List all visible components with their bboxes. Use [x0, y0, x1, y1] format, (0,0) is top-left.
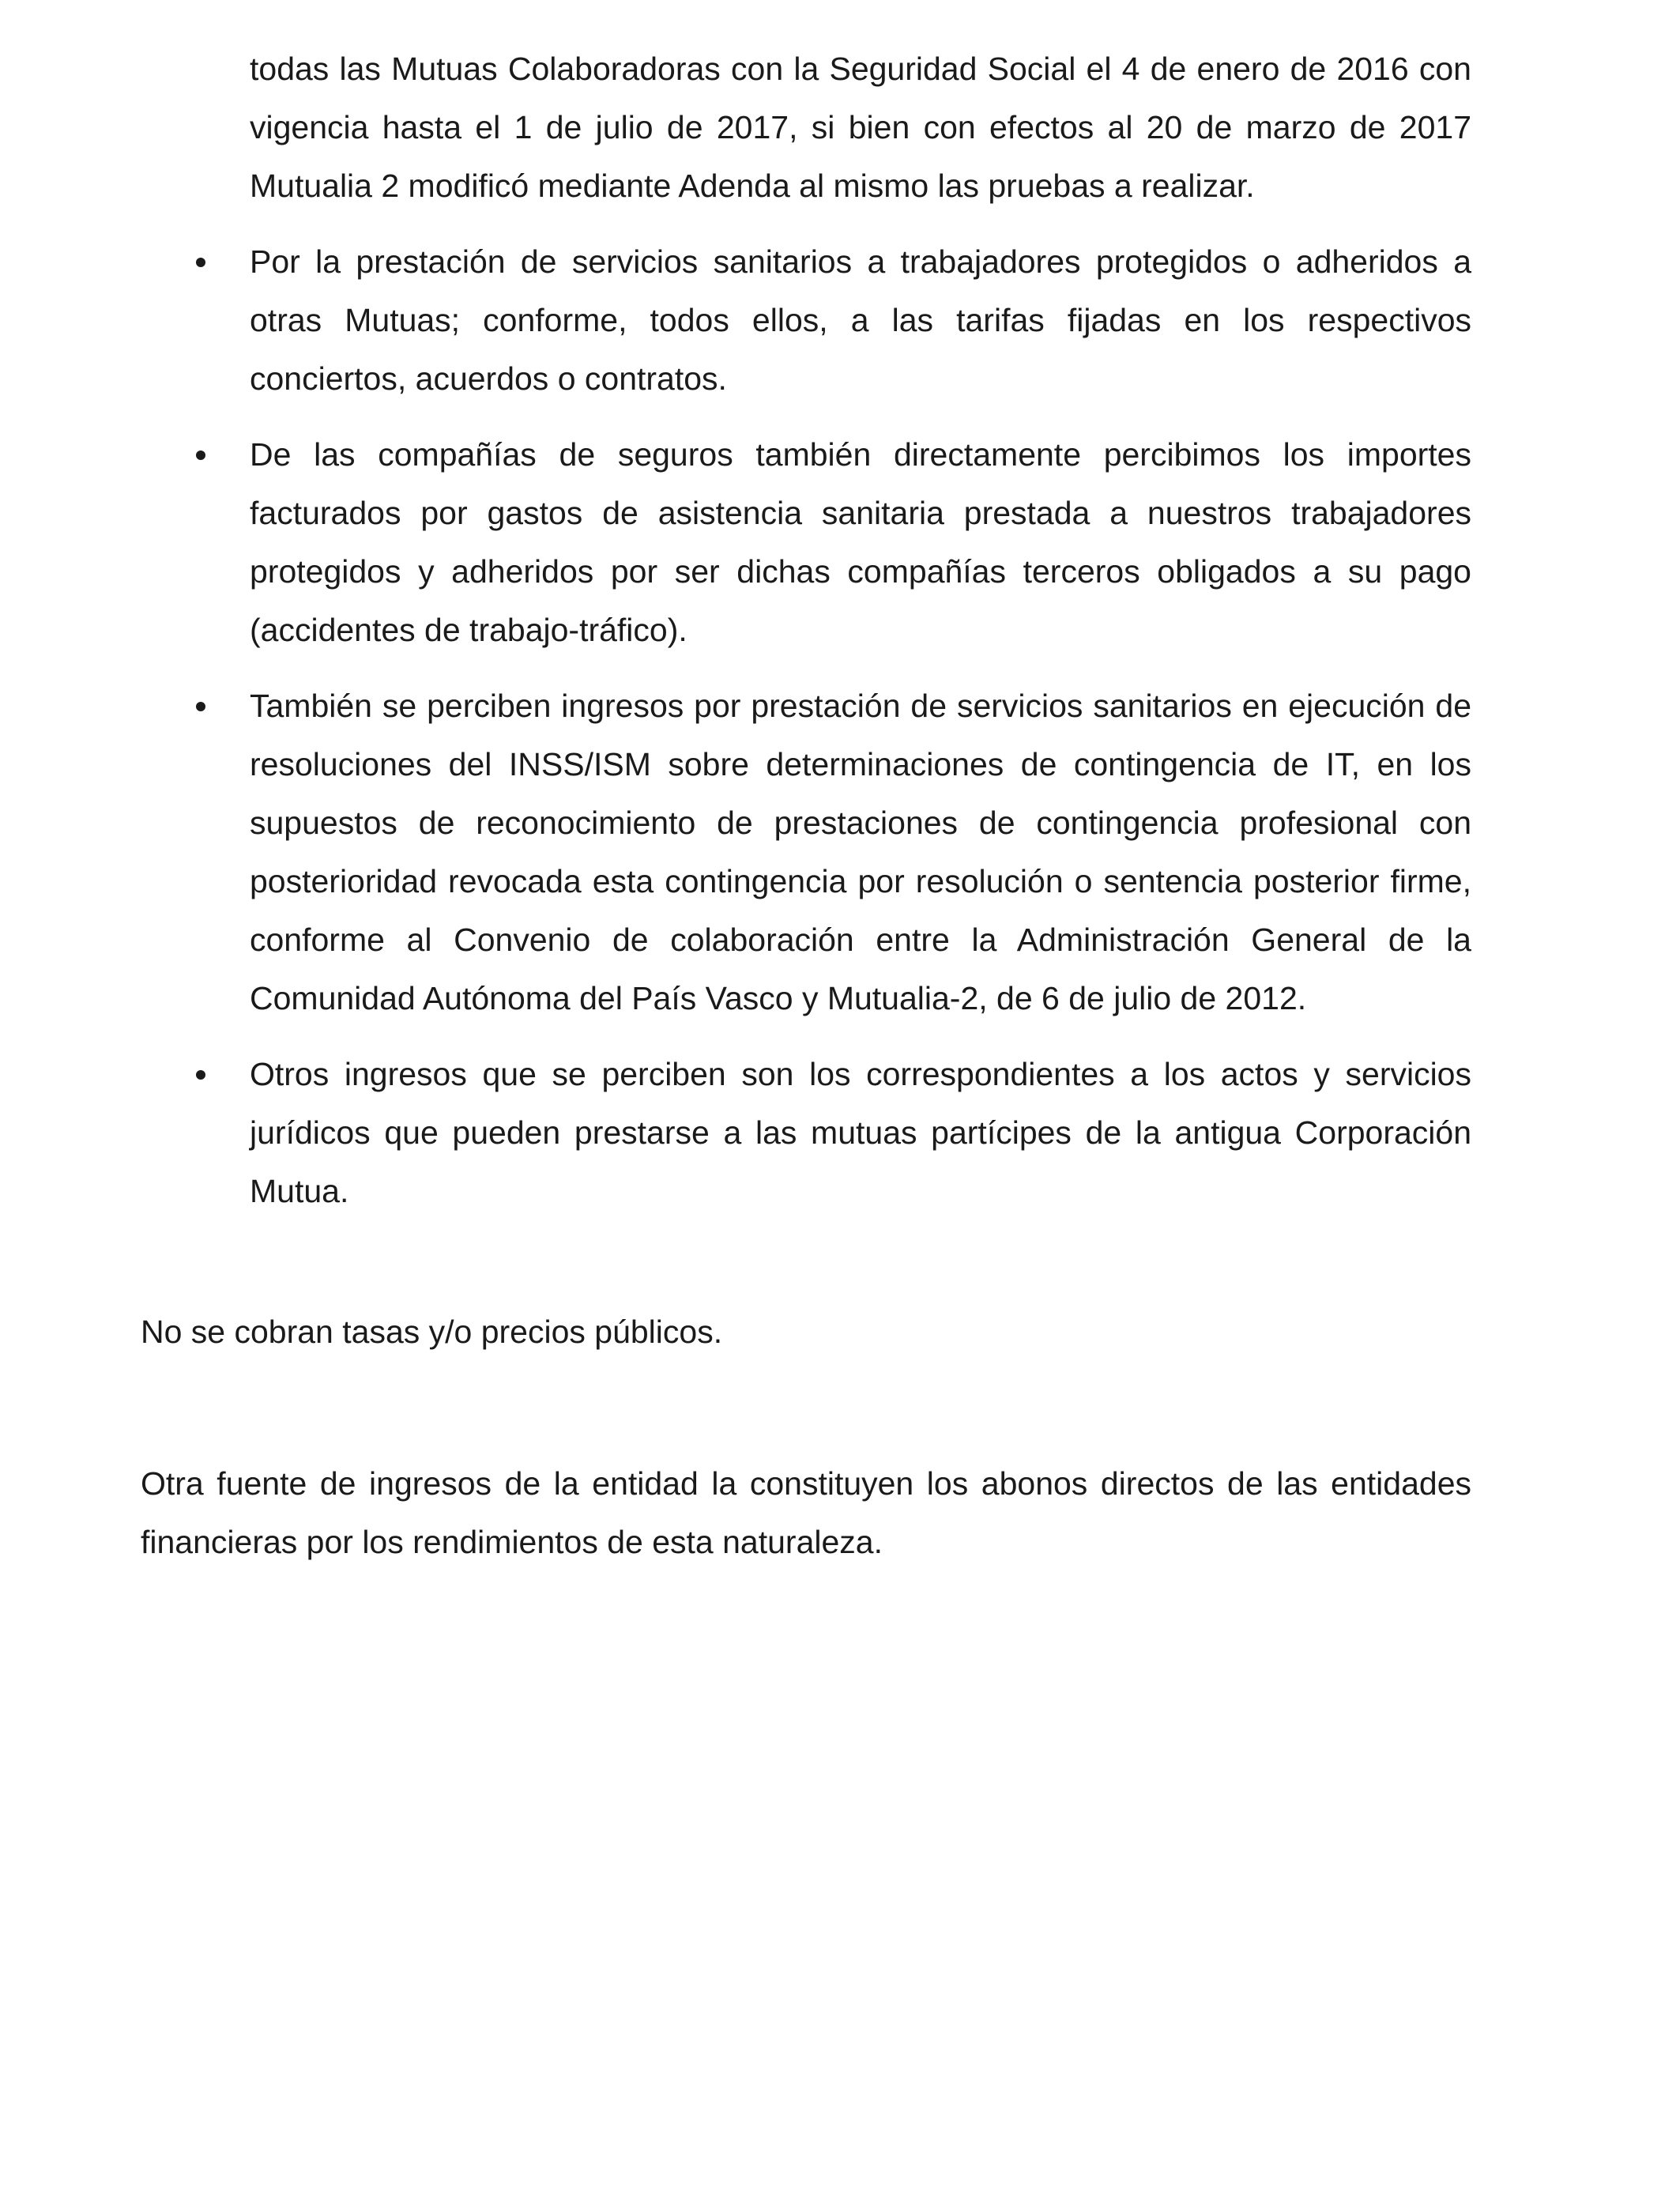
paragraph-tasas: No se cobran tasas y/o precios públicos.	[141, 1314, 723, 1350]
bullet-text: Por la prestación de servicios sanitarios a trabajadores protegidos o adheridos a otras Mutuas; conforme, todos ellos, a las tarifas fijadas en los respectivos conciertos, acuerdos o contratos.	[250, 243, 1471, 397]
bullet-list	[190, 232, 1471, 1238]
bullet-item-inss-ism	[190, 677, 1471, 1027]
bullet-icon	[196, 1070, 205, 1080]
bullet-icon	[196, 702, 205, 711]
bullet-item-servicios-otras-mutuas	[190, 232, 1471, 408]
bullet-text: De las compañías de seguros también directamente percibimos los importes facturados por gastos de asistencia sanitaria prestada a nuestros trabajadores protegidos y adheridos por ser dichas compañías terceros obligados a su pago (accidentes de trabajo-tráfico).	[250, 436, 1471, 648]
bullet-text: Otros ingresos que se perciben son los correspondientes a los actos y servicios jurídicos que pueden prestarse a las mutuas partícipes de la antigua Corporación Mutua.	[250, 1056, 1471, 1209]
paragraph-otra-fuente-ingresos: Otra fuente de ingresos de la entidad la constituyen los abonos directos de las entidades financieras por los rendimientos de esta naturaleza.	[141, 1465, 1471, 1560]
continuation-paragraph: todas las Mutuas Colaboradoras con la Seguridad Social el 4 de enero de 2016 con vigencia hasta el 1 de julio de 2017, si bien con efectos al 20 de marzo de 2017 Mutualia 2 modificó mediante Adenda al mismo las pruebas a realizar.	[250, 51, 1471, 204]
bullet-text: También se perciben ingresos por prestación de servicios sanitarios en ejecución de resoluciones del INSS/ISM sobre determinaciones de contingencia de IT, en los supuestos de reconocimiento de prestaciones de contingencia profesional con posterioridad revocada esta contingencia por resolución o sentencia posterior firme, conforme al Convenio de colaboración entre la Administración General de la Comunidad Autónoma del País Vasco y Mutualia-2, de 6 de julio de 2012.	[250, 688, 1471, 1016]
bullet-item-companias-seguros	[190, 425, 1471, 659]
bullet-icon	[196, 450, 205, 460]
bullet-item-servicios-juridicos	[190, 1045, 1471, 1220]
bullet-icon	[196, 258, 205, 267]
